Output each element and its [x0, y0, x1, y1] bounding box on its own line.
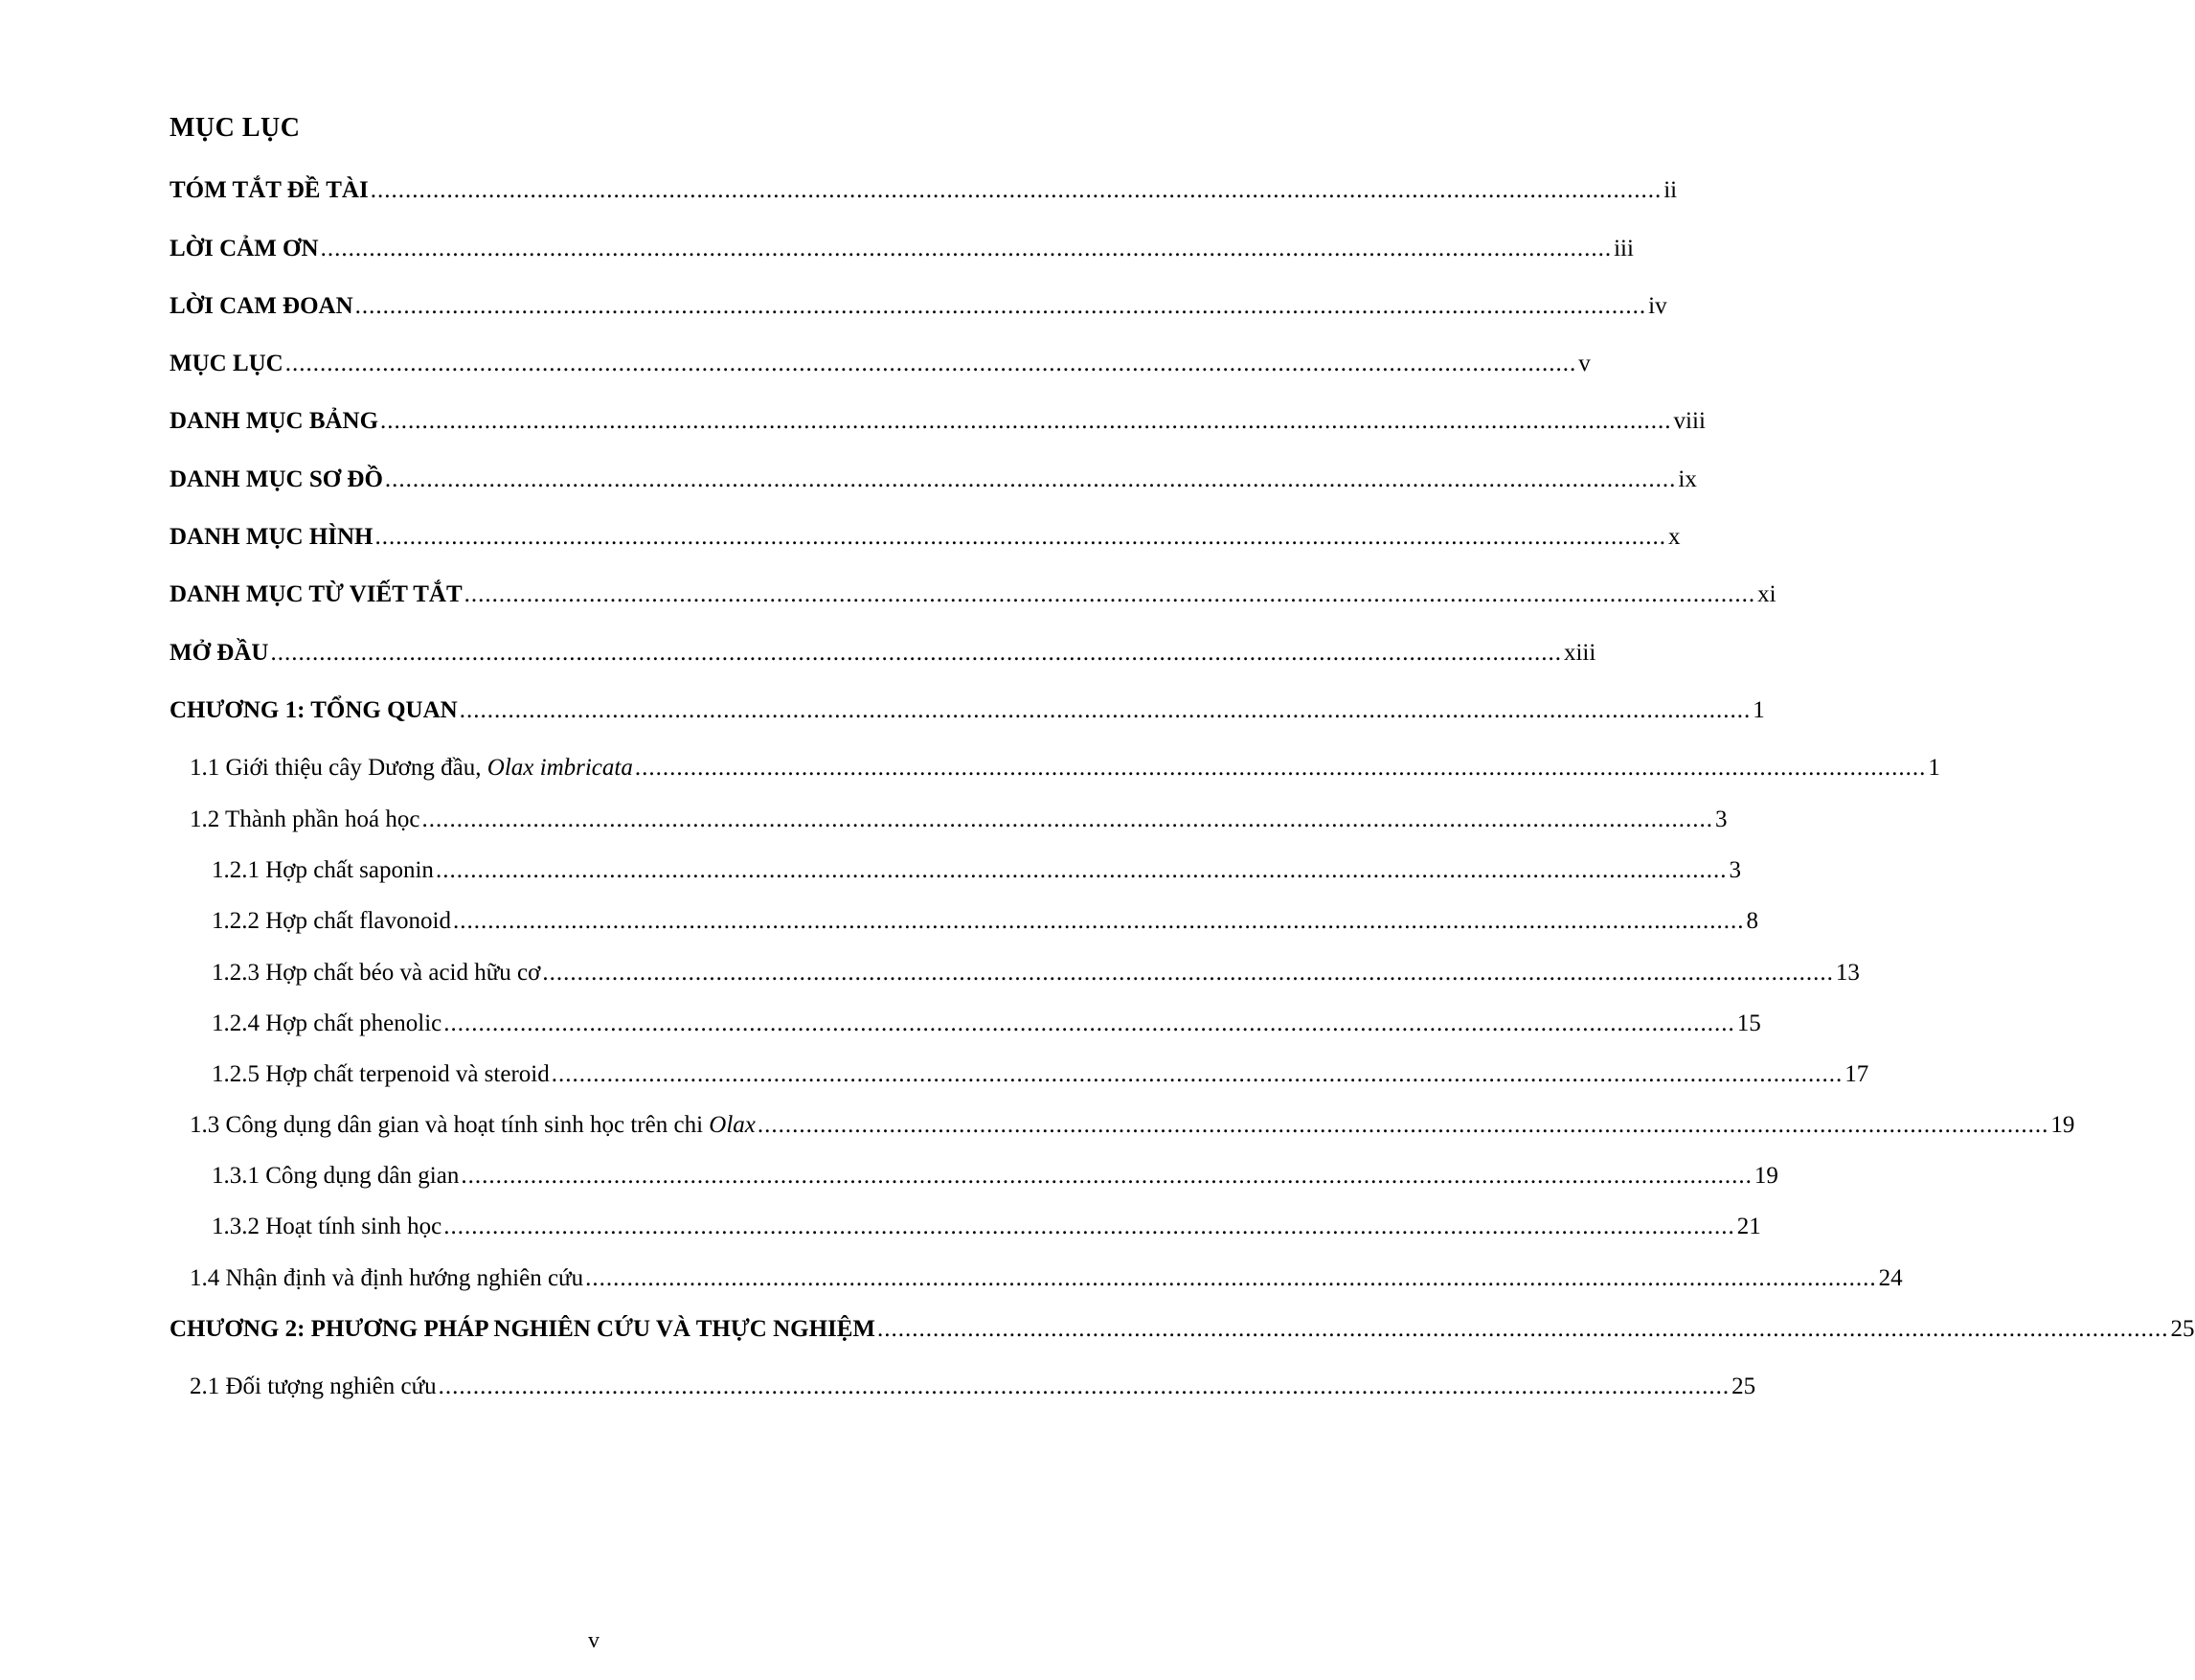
toc-entry-page: 19: [1754, 1163, 1778, 1189]
toc-entry-page: 1: [1928, 755, 1940, 781]
toc-leader-dots: ..........................................................................................................................................................................................: [877, 1316, 2169, 1342]
toc-entry[interactable]: [170, 577, 1776, 609]
toc-leader-dots: ..........................................................................................................................................................................................: [421, 806, 1713, 832]
toc-entry-page: 17: [1844, 1061, 1869, 1087]
page-title: MỤC LỤC: [170, 113, 301, 143]
toc-entry[interactable]: [190, 1260, 1903, 1293]
toc-entry-page: x: [1668, 524, 1681, 550]
toc-entry[interactable]: [170, 692, 1765, 725]
toc-entry-page: iii: [1614, 236, 1634, 261]
toc-entry-page: 25: [2170, 1316, 2195, 1342]
toc-entry[interactable]: [190, 1369, 1756, 1401]
toc-entry[interactable]: [190, 802, 1728, 834]
toc-leader-dots: ..........................................................................................................................................................................................: [459, 697, 1752, 723]
toc-entry-label: 1.2 Thành phần hoá học: [190, 806, 420, 832]
toc-entry[interactable]: [170, 403, 1706, 436]
toc-entry-page: 13: [1835, 960, 1860, 986]
toc-entry[interactable]: [170, 635, 1596, 668]
toc-entry-label-italic: Olax: [709, 1112, 756, 1138]
toc-entry-label: 1.3.1 Công dụng dân gian: [212, 1163, 460, 1189]
toc-entry[interactable]: [212, 1158, 1778, 1191]
toc-entry-label: 1.2.2 Hợp chất flavonoid: [212, 908, 451, 934]
toc-leader-dots: ..........................................................................................................................................................................................: [320, 236, 1613, 261]
toc-entry-page: 25: [1731, 1374, 1756, 1399]
toc-entry-page: 21: [1736, 1214, 1761, 1239]
toc-leader-dots: ..........................................................................................................................................................................................: [354, 293, 1647, 319]
toc-entry-page: ii: [1663, 177, 1678, 203]
toc-leader-dots: ..........................................................................................................................................................................................: [380, 408, 1672, 434]
toc-entry-label: MỞ ĐẦU: [170, 640, 269, 666]
toc-entry-page: ix: [1678, 466, 1697, 492]
toc-entry[interactable]: [170, 346, 1591, 378]
toc-entry-label: 1.3 Công dụng dân gian và hoạt tính sinh học trên chi Olax: [190, 1112, 756, 1138]
toc-entry-label: TÓM TẮT ĐỀ TÀI: [170, 177, 369, 203]
toc-entry-label: LỜI CAM ĐOAN: [170, 293, 353, 319]
toc-entry-page: 3: [1729, 857, 1741, 883]
toc-entry-label: 1.3.2 Hoạt tính sinh học: [212, 1214, 442, 1239]
toc-entry-label: DANH MỤC HÌNH: [170, 524, 373, 550]
toc-entry-label: 1.2.3 Hợp chất béo và acid hữu cơ: [212, 960, 541, 986]
toc-entry-label: 1.4 Nhận định và định hướng nghiên cứu: [190, 1265, 584, 1291]
toc-leader-dots: ..........................................................................................................................................................................................: [384, 466, 1677, 492]
toc-entry-page: viii: [1673, 408, 1706, 434]
toc-leader-dots: ..........................................................................................................................................................................................: [374, 524, 1666, 550]
toc-leader-dots: ..........................................................................................................................................................................................: [435, 857, 1728, 883]
toc-entry-page: 24: [1878, 1265, 1903, 1291]
toc-entry[interactable]: [170, 288, 1667, 321]
toc-entry-page: 3: [1714, 806, 1728, 832]
toc-entry-label-italic: Olax imbricata: [487, 755, 633, 781]
toc-entry-page: 19: [2050, 1112, 2075, 1138]
toc-entry-label: MỤC LỤC: [170, 351, 283, 376]
toc-entry[interactable]: [190, 1107, 2075, 1140]
toc-entry-page: xiii: [1563, 640, 1596, 666]
toc-entry[interactable]: [212, 1006, 1761, 1038]
toc-leader-dots: ..........................................................................................................................................................................................: [443, 1010, 1735, 1036]
toc-entry-label: DANH MỤC TỪ VIẾT TẮT: [170, 581, 463, 607]
toc-leader-dots: ..........................................................................................................................................................................................: [757, 1112, 2049, 1138]
toc-leader-dots: ..........................................................................................................................................................................................: [464, 581, 1756, 607]
toc-entry[interactable]: [170, 462, 1697, 494]
toc-entry[interactable]: [170, 172, 1678, 205]
toc-leader-dots: ..........................................................................................................................................................................................: [270, 640, 1562, 666]
toc-leader-dots: ..........................................................................................................................................................................................: [443, 1214, 1735, 1239]
toc-leader-dots: ..........................................................................................................................................................................................: [438, 1374, 1731, 1399]
toc-leader-dots: ..........................................................................................................................................................................................: [585, 1265, 1877, 1291]
page-number: v: [588, 1628, 600, 1653]
toc-entry-label: 1.1 Giới thiệu cây Dương đầu, Olax imbricata: [190, 755, 633, 781]
toc-entry-page: 15: [1736, 1010, 1761, 1036]
toc-entry[interactable]: [190, 750, 1940, 783]
toc-entry-label: CHƯƠNG 2: PHƯƠNG PHÁP NGHIÊN CỨU VÀ THỰC NGHIỆM: [170, 1316, 876, 1342]
toc-leader-dots: ..........................................................................................................................................................................................: [284, 351, 1577, 376]
toc-leader-dots: ..........................................................................................................................................................................................: [452, 908, 1745, 934]
toc-entry-label: LỜI CẢM ƠN: [170, 236, 319, 261]
toc-leader-dots: ..........................................................................................................................................................................................: [551, 1061, 1844, 1087]
toc-entry[interactable]: [212, 955, 1860, 988]
toc-entry[interactable]: [212, 903, 1758, 936]
toc-entry[interactable]: [212, 852, 1741, 885]
toc-entry-page: v: [1578, 351, 1591, 376]
toc-entry-page: 1: [1753, 697, 1765, 723]
toc-entry-label: 1.2.4 Hợp chất phenolic: [212, 1010, 442, 1036]
toc-entry-page: xi: [1757, 581, 1776, 607]
toc-entry[interactable]: [212, 1056, 1869, 1089]
toc-leader-dots: ..........................................................................................................................................................................................: [634, 755, 1927, 781]
toc-entry-label: 2.1 Đối tượng nghiên cứu: [190, 1374, 437, 1399]
toc-entry[interactable]: [170, 1311, 2195, 1344]
toc-entry-page: iv: [1648, 293, 1667, 319]
toc-entry-page: 8: [1746, 908, 1758, 934]
toc-leader-dots: ..........................................................................................................................................................................................: [370, 177, 1663, 203]
toc-entry-label: 1.2.1 Hợp chất saponin: [212, 857, 434, 883]
toc-entry[interactable]: [170, 519, 1681, 552]
toc-entry-label: DANH MỤC SƠ ĐỒ: [170, 466, 383, 492]
toc-leader-dots: ..........................................................................................................................................................................................: [461, 1163, 1753, 1189]
toc-leader-dots: ..........................................................................................................................................................................................: [542, 960, 1834, 986]
toc-entry-label: DANH MỤC BẢNG: [170, 408, 379, 434]
toc-entry[interactable]: [170, 231, 1634, 263]
toc-entry[interactable]: [212, 1209, 1761, 1241]
toc-entry-label: 1.2.5 Hợp chất terpenoid và steroid: [212, 1061, 550, 1087]
toc-entry-label: CHƯƠNG 1: TỔNG QUAN: [170, 697, 458, 723]
